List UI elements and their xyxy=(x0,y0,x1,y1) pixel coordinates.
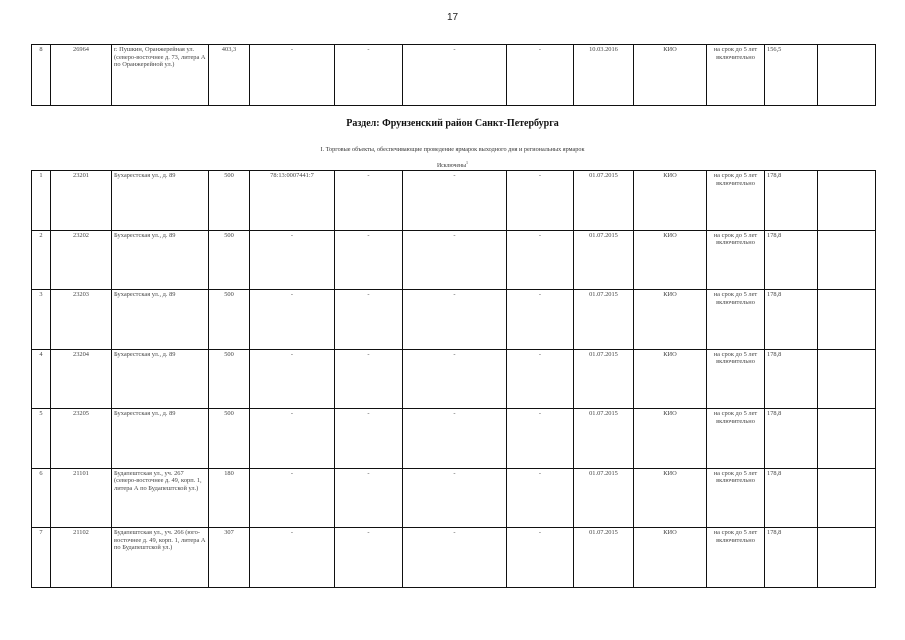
cell-address: Будапештская ул., уч. 266 (юго-восточнее д. 49, корп. 1, литера А по Будапештской ул.) xyxy=(112,528,209,588)
cell-area: 500 xyxy=(209,409,250,469)
page-number: 17 xyxy=(446,12,459,23)
cell-note xyxy=(818,468,876,528)
cell-cadastral: - xyxy=(250,45,335,106)
cell-number: 3 xyxy=(32,290,51,350)
cell-code: 23205 xyxy=(51,409,112,469)
cell-date: 01.07.2015 xyxy=(574,230,634,290)
cell-number: 8 xyxy=(32,45,51,106)
cell-cadastral: 78:13:0007441:7 xyxy=(250,171,335,231)
cell-note xyxy=(818,409,876,469)
cell-cadastral: - xyxy=(250,528,335,588)
cell-term: на срок до 5 лет включительно xyxy=(707,45,765,106)
cell-organization: КИО xyxy=(634,349,707,409)
cell-col-7: - xyxy=(403,349,507,409)
cell-number: 4 xyxy=(32,349,51,409)
cell-col-8: - xyxy=(507,171,574,231)
cell-col-7: - xyxy=(403,290,507,350)
cell-note xyxy=(818,230,876,290)
cell-code: 23202 xyxy=(51,230,112,290)
cell-area: 500 xyxy=(209,290,250,350)
cell-date: 01.07.2015 xyxy=(574,171,634,231)
cell-organization: КИО xyxy=(634,171,707,231)
cell-organization: КИО xyxy=(634,468,707,528)
cell-address: Бухарестская ул., д. 89 xyxy=(112,171,209,231)
cell-col-8: - xyxy=(507,45,574,106)
cell-area: 500 xyxy=(209,171,250,231)
cell-term: на срок до 5 лет включительно xyxy=(707,290,765,350)
cell-date: 01.07.2015 xyxy=(574,528,634,588)
cell-code: 21101 xyxy=(51,468,112,528)
cell-number: 2 xyxy=(32,230,51,290)
cell-note xyxy=(818,171,876,231)
cell-col-6: - xyxy=(335,171,403,231)
cell-organization: КИО xyxy=(634,230,707,290)
cell-value: 178,8 xyxy=(765,528,818,588)
cell-col-8: - xyxy=(507,409,574,469)
cell-address: Будапештская ул., уч. 267 (северо-восточнее д. 49, корп. 1, литера А по Будапештской ул.) xyxy=(112,468,209,528)
cell-value: 156,5 xyxy=(765,45,818,106)
cell-col-7: - xyxy=(403,528,507,588)
cell-address: Бухарестская ул., д. 89 xyxy=(112,290,209,350)
cell-cadastral: - xyxy=(250,349,335,409)
cell-address: Бухарестская ул., д. 89 xyxy=(112,230,209,290)
cell-code: 23201 xyxy=(51,171,112,231)
cell-col-6: - xyxy=(335,468,403,528)
cell-cadastral: - xyxy=(250,468,335,528)
cell-term: на срок до 5 лет включительно xyxy=(707,349,765,409)
cell-col-6: - xyxy=(335,290,403,350)
table-row xyxy=(32,290,876,350)
table-row xyxy=(32,409,876,469)
cell-value: 178,8 xyxy=(765,230,818,290)
cell-organization: КИО xyxy=(634,45,707,106)
cell-term: на срок до 5 лет включительно xyxy=(707,171,765,231)
cell-col-7: - xyxy=(403,468,507,528)
cell-organization: КИО xyxy=(634,290,707,350)
cell-value: 178,8 xyxy=(765,290,818,350)
cell-term: на срок до 5 лет включительно xyxy=(707,468,765,528)
main-register-table xyxy=(31,170,876,588)
cell-area: 307 xyxy=(209,528,250,588)
cell-code: 23203 xyxy=(51,290,112,350)
cell-number: 6 xyxy=(32,468,51,528)
cell-col-7: - xyxy=(403,171,507,231)
cell-col-8: - xyxy=(507,468,574,528)
cell-address: Бухарестская ул., д. 89 xyxy=(112,349,209,409)
cell-area: 500 xyxy=(209,349,250,409)
cell-number: 1 xyxy=(32,171,51,231)
cell-cadastral: - xyxy=(250,290,335,350)
subsection-title: I. Торговые объекты, обеспечивающие проведение ярмарок выходного дня и региональных ярмарок xyxy=(320,146,585,153)
cell-col-7: - xyxy=(403,230,507,290)
subsection-note xyxy=(0,160,905,169)
cell-organization: КИО xyxy=(634,409,707,469)
cell-cadastral: - xyxy=(250,230,335,290)
cell-date: 01.07.2015 xyxy=(574,468,634,528)
cell-col-6: - xyxy=(335,230,403,290)
cell-number: 5 xyxy=(32,409,51,469)
cell-code: 21102 xyxy=(51,528,112,588)
subsection-note-text: Исключены xyxy=(436,162,467,169)
section-title: Раздел: Фрунзенский район Санкт-Петербурга xyxy=(346,118,559,129)
cell-col-6: - xyxy=(335,409,403,469)
cell-col-8: - xyxy=(507,290,574,350)
cell-value: 178,8 xyxy=(765,409,818,469)
cell-term: на срок до 5 лет включительно xyxy=(707,230,765,290)
cell-area: 180 xyxy=(209,468,250,528)
cell-area: 403,3 xyxy=(209,45,250,106)
table-row xyxy=(32,171,876,231)
cell-note xyxy=(818,349,876,409)
cell-col-6: - xyxy=(335,45,403,106)
cell-term: на срок до 5 лет включительно xyxy=(707,528,765,588)
table-row xyxy=(32,45,876,106)
cell-note xyxy=(818,290,876,350)
cell-col-8: - xyxy=(507,230,574,290)
cell-organization: КИО xyxy=(634,528,707,588)
cell-date: 01.07.2015 xyxy=(574,349,634,409)
cell-col-7: - xyxy=(403,409,507,469)
cell-code: 26964 xyxy=(51,45,112,106)
cell-cadastral: - xyxy=(250,409,335,469)
cell-area: 500 xyxy=(209,230,250,290)
cell-col-6: - xyxy=(335,528,403,588)
cell-address: г. Пушкин, Оранжерейная ул. (северо-восточнее д. 73, литера А по Оранжерейной ул.) xyxy=(112,45,209,106)
cell-date: 10.03.2016 xyxy=(574,45,634,106)
cell-term: на срок до 5 лет включительно xyxy=(707,409,765,469)
cell-value: 178,8 xyxy=(765,171,818,231)
cell-value: 178,8 xyxy=(765,349,818,409)
cell-number: 7 xyxy=(32,528,51,588)
table-row xyxy=(32,468,876,528)
cell-address: Бухарестская ул., д. 89 xyxy=(112,409,209,469)
cell-col-8: - xyxy=(507,349,574,409)
cell-date: 01.07.2015 xyxy=(574,409,634,469)
table-row xyxy=(32,528,876,588)
cell-col-8: - xyxy=(507,528,574,588)
top-register-table xyxy=(31,44,876,106)
cell-col-6: - xyxy=(335,349,403,409)
table-row xyxy=(32,349,876,409)
cell-code: 23204 xyxy=(51,349,112,409)
table-row xyxy=(32,230,876,290)
cell-value: 178,8 xyxy=(765,468,818,528)
cell-note xyxy=(818,45,876,106)
footnote-mark: 1 xyxy=(466,160,469,165)
cell-date: 01.07.2015 xyxy=(574,290,634,350)
cell-note xyxy=(818,528,876,588)
cell-col-7: - xyxy=(403,45,507,106)
